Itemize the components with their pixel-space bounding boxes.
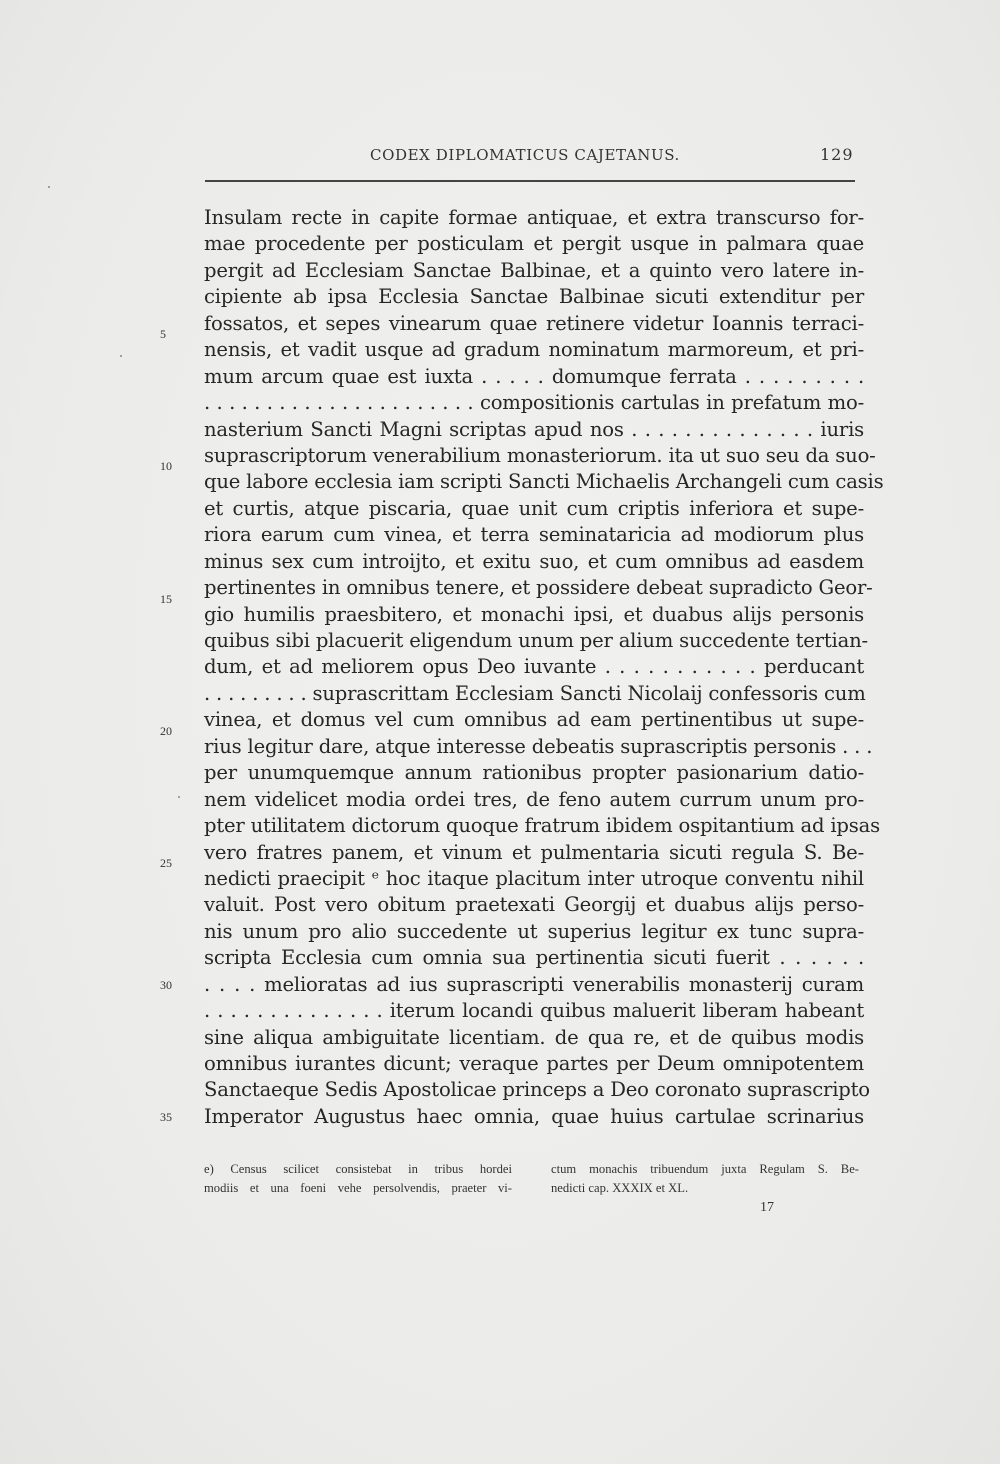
text-line: nensis, et vadit usque ad gradum nominatum marmoreum, et pri- (204, 338, 864, 362)
text-line: que labore ecclesia iam scripti Sancti Michaelis Archangeli cum casis (204, 470, 884, 494)
text-line: sine aliqua ambiguitate licentiam. de qua re, et de quibus modis (204, 1025, 864, 1049)
text-line: . . . . . . . . . . . . . . iterum locandi quibus maluerit liberam habeant (204, 999, 864, 1023)
text-line: mae procedente per posticulam et pergit usque in palmara quae (204, 232, 864, 256)
line-number: 15 (160, 592, 172, 606)
text-line: dum, et ad meliorem opus Deo iuvante . . . . . . . . . . . perducant (204, 655, 864, 679)
text-line: minus sex cum introijto, et exitu suo, et cum omnibus ad easdem (204, 549, 864, 573)
line-number: 20 (160, 724, 172, 738)
running-title: CODEX DIPLOMATICUS CAJETANUS. (370, 146, 680, 164)
text-line: Insulam recte in capite formae antiquae, et extra transcurso for- (204, 206, 864, 229)
text-line: quibus sibi placuerit eligendum unum per alium succedente tertian- (204, 629, 868, 652)
text-line: suprascriptorum venerabilium monasteriorum. ita ut suo seu da suo- (204, 443, 876, 467)
footnote-line: ctum monachis tribuendum juxta Regulam S. Be- (551, 1162, 859, 1176)
text-line: et curtis, atque piscaria, quae unit cum criptis inferiora et supe- (204, 496, 864, 520)
paper-speck (48, 186, 50, 188)
footnote-line: modiis et una foeni vehe persolvendis, praeter vi- (204, 1181, 512, 1195)
page-number: 129 (820, 145, 854, 164)
footnote-column-right (551, 1160, 859, 1198)
text-line: fossatos, et sepes vinearum quae retinere videtur Ioannis terraci- (204, 311, 864, 335)
line-number: 5 (160, 327, 166, 341)
text-line: pergit ad Ecclesiam Sanctae Balbinae, et a quinto vero latere in- (204, 258, 864, 282)
body-text (204, 205, 884, 1130)
footnote-line: e) Census scilicet consistebat in tribus hordei (204, 1162, 512, 1176)
text-line: gio humilis praesbitero, et monachi ipsi, et duabus alijs personis (204, 602, 864, 626)
text-line: valuit. Post vero obitum praetexati Georgij et duabus alijs perso- (204, 893, 864, 917)
text-line: pter utilitatem dictorum quoque fratrum ibidem ospitantium ad ipsas (204, 814, 880, 838)
text-line: scripta Ecclesia cum omnia sua pertinentia sicuti fuerit . . . . . . (204, 946, 864, 970)
text-line: . . . . . . . . . suprascrittam Ecclesiam Sancti Nicolaij confessoris cum (204, 681, 866, 705)
text-line: Imperator Augustus haec omnia, quae huius cartulae scrinarius (204, 1104, 864, 1128)
line-number: 35 (160, 1110, 172, 1124)
line-number: 10 (160, 459, 172, 473)
signature-mark: 17 (760, 1200, 774, 1215)
paper-speck (178, 796, 180, 798)
text-line: vinea, et domus vel cum omnibus ad eam pertinentibus ut supe- (204, 708, 864, 732)
footnote-line: nedicti cap. XXXIX et XL. (551, 1181, 689, 1195)
footnote-column-left (204, 1160, 512, 1198)
text-line: cipiente ab ipsa Ecclesia Sanctae Balbinae sicuti extenditur per (204, 285, 864, 309)
text-line: per unumquemque annum rationibus propter pasionarium datio- (204, 761, 864, 785)
text-line: . . . . melioratas ad ius suprascripti venerabilis monasterij curam (204, 972, 864, 996)
text-line: . . . . . . . . . . . . . . . . . . . . . . compositionis cartulas in prefatum mo- (204, 391, 864, 415)
text-line: omnibus iurantes dicunt; veraque partes per Deum omnipotentem (204, 1052, 864, 1075)
text-line: nasterium Sancti Magni scriptas apud nos . . . . . . . . . . . . . . iuris (204, 417, 864, 441)
paper-speck (120, 355, 122, 357)
text-line: nis unum pro alio succedente ut superius legitur ex tunc supra- (204, 919, 864, 943)
text-line: vero fratres panem, et vinum et pulmentaria sicuti regula S. Be- (204, 840, 864, 864)
text-line: riora earum cum vinea, et terra seminataricia ad modiorum plus (204, 523, 864, 547)
text-line: nedicti praecipit ᵉ hoc itaque placitum inter utroque conventu nihil (204, 866, 864, 890)
text-line: pertinentes in omnibus tenere, et possidere debeat supradicto Geor- (204, 576, 873, 600)
line-number: 30 (160, 978, 172, 992)
text-line: nem videlicet modia ordei tres, de feno autem currum unum pro- (204, 787, 864, 811)
text-line: rius legitur dare, atque interesse debeatis suprascriptis personis . . . (204, 734, 873, 758)
line-number: 25 (160, 856, 172, 870)
text-line: Sanctaeque Sedis Apostolicae princeps a Deo coronato suprascripto (204, 1078, 870, 1102)
text-line: mum arcum quae est iuxta . . . . . domumque ferrata . . . . . . . . . (204, 364, 864, 388)
header-rule (205, 180, 855, 182)
